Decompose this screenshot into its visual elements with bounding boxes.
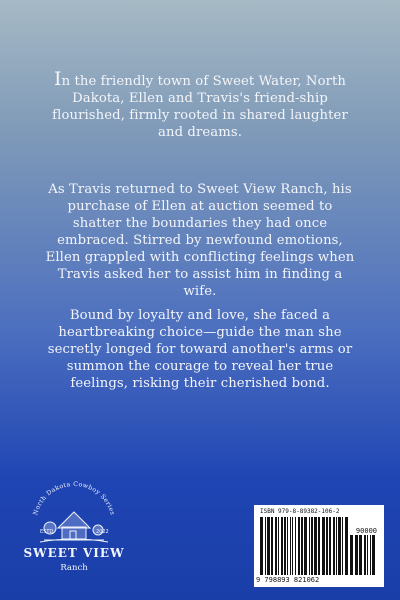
barcode-bar — [301, 517, 303, 575]
brand-name: SWEET VIEW — [23, 546, 125, 560]
barcode-bar — [336, 517, 337, 575]
price-code: 90000 — [355, 527, 377, 535]
barcode-bar — [333, 517, 335, 575]
barcode-bar — [350, 535, 353, 575]
farmhouse-icon — [40, 512, 108, 542]
barcode-bar — [267, 517, 270, 575]
barcode-bar — [345, 517, 348, 575]
barcode-bar — [281, 517, 283, 575]
barcode-bar — [290, 517, 291, 575]
barcode-bar — [311, 517, 313, 575]
barcode-bars-icon — [260, 517, 348, 575]
barcode-bar — [329, 517, 331, 575]
isbn-label: ISBN 979-8-89382-106-2 — [260, 508, 340, 515]
barcode-bar — [275, 517, 277, 575]
estd-year: 2022 — [96, 529, 109, 535]
blurb-paragraph-2: As Travis returned to Sweet View Ranch, his purchase of Ellen at auction seemed to shatter the boundaries they had once embraced. Stirred by newfound emotions, Ellen grappled with conflicting feelings when Travis asked her to assist him in finding a wife. — [45, 182, 355, 299]
barcode-bar — [364, 535, 366, 575]
blurb-paragraph-1 — [44, 68, 356, 141]
ranch-emblem-icon — [14, 468, 134, 558]
barcode-bar — [338, 517, 341, 575]
barcode-bar — [287, 517, 288, 575]
barcode-bar — [260, 517, 263, 575]
barcode-bar — [309, 517, 310, 575]
estd-label: ESTD — [40, 529, 54, 535]
barcode-number: 9 798893 821062 — [256, 576, 320, 584]
barcode-bar — [298, 517, 300, 575]
blurb-paragraph-1-text: n the friendly town of Sweet Water, North Dakota, Ellen and Travis's friend-ship flourished, firmly rooted in shared laughter and dreams. — [52, 74, 348, 140]
drop-cap: I — [53, 68, 62, 90]
barcode-bar — [295, 517, 296, 575]
barcode-bar — [326, 517, 328, 575]
sweet-view-ranch-logo — [14, 468, 134, 588]
barcode-bar — [265, 517, 266, 575]
barcode-bar — [322, 517, 325, 575]
barcode-bar — [304, 517, 307, 575]
barcode-bar — [355, 535, 358, 575]
brand-subtitle: Ranch — [60, 563, 88, 573]
isbn-barcode — [254, 505, 384, 587]
price-barcode-bars-icon — [350, 535, 378, 575]
barcode-bar — [271, 517, 273, 575]
barcode-bar — [370, 535, 371, 575]
barcode-bar — [372, 535, 375, 575]
blurb-paragraph-3: Bound by loyalty and love, she faced a heartbreaking choice—guide the man she secretly longed for toward another's arms or summon the courage to reveal her true feelings, risking their cherished bond. — [47, 308, 353, 391]
barcode-bar — [342, 517, 343, 575]
series-arc-textpath: North Dakota Cowboy Series — [32, 480, 116, 517]
barcode-bar — [359, 535, 362, 575]
barcode-bar — [278, 517, 279, 575]
barcode-bar — [292, 517, 293, 575]
series-arc-text — [32, 481, 116, 516]
barcode-bar — [284, 517, 286, 575]
barcode-bar — [318, 517, 320, 575]
barcode-bar — [314, 517, 317, 575]
barcode-bar — [367, 535, 368, 575]
